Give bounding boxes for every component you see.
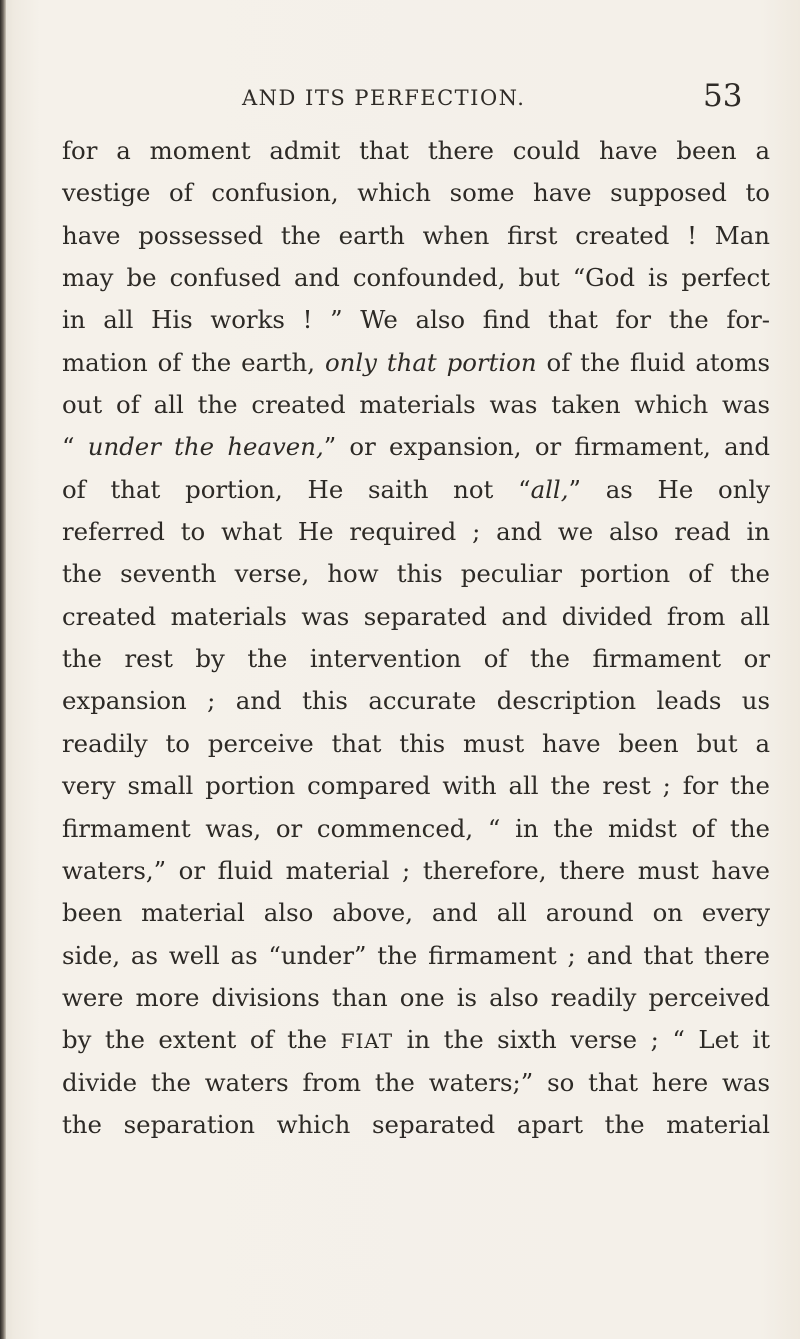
text-line [62,935,770,977]
text-line [62,257,770,299]
text-run: the separation which separated apart the material [62,1109,770,1139]
text-line [62,765,770,807]
text-run: by the extent of the [62,1025,341,1055]
text-run: the rest by the intervention of the firmament or [62,644,770,674]
text-line [62,384,770,426]
text-line [62,299,770,341]
text-line [62,638,770,680]
text-line [62,172,770,214]
text-line [62,680,770,722]
text-line [62,596,770,638]
text-run: in the sixth verse ; “ Let it [393,1025,770,1055]
small-caps-text-run: FIAT [340,1029,394,1054]
text-line [62,553,770,595]
italic-text-run: all, [530,474,569,504]
text-line [62,469,770,511]
text-line [62,215,770,257]
text-line [62,977,770,1019]
running-title: AND ITS PERFECTION. [242,86,526,110]
text-run: divide the waters from the waters;” so that here was [62,1067,770,1097]
text-line [62,808,770,850]
text-run: firmament was, or commenced, “ in the midst of the [62,813,770,843]
text-run: been material also above, and all around on every [62,898,770,928]
text-line [62,892,770,934]
text-run: mation of the earth, [62,347,325,377]
text-line [62,511,770,553]
text-line [62,723,770,765]
text-run: waters,” or fluid material ; therefore, there must have [62,855,770,885]
text-run: readily to perceive that this must have been but a [62,728,770,758]
text-run: have possessed the earth when first created ! Man [62,220,770,250]
text-line [62,1062,770,1104]
text-run: referred to what He required ; and we also read in [62,517,770,547]
italic-text-run: under the heaven, [87,432,324,462]
page-binding-edge [0,0,6,1339]
text-run: may be confused and confounded, but “God is perfect [62,263,770,293]
text-run: were more divisions than one is also readily perceived [62,982,770,1012]
text-line [62,850,770,892]
text-run: vestige of confusion, which some have supposed to [62,178,770,208]
text-run: ” as He only [568,474,770,504]
text-run: of that portion, He saith not “ [62,474,531,504]
text-run: of the fluid atoms [536,347,771,377]
text-line [62,1019,770,1061]
text-run: side, as well as “under” the firmament ; and that there [62,940,770,970]
page-number: 53 [703,78,743,114]
text-line [62,130,770,172]
text-line [62,342,770,384]
text-run: created materials was separated and divided from all [62,601,770,631]
italic-text-run: only that portion [324,347,537,377]
text-run: out of all the created materials was taken which was [62,390,770,420]
running-head [0,74,800,114]
text-line [62,1104,770,1146]
text-run: ” or expansion, or firmament, and [323,432,770,462]
text-line [62,426,770,468]
text-run: expansion ; and this accurate description leads us [62,686,770,716]
text-run: for a moment admit that there could have been a [62,136,770,165]
text-run: “ [62,432,88,462]
text-run: the seventh verse, how this peculiar portion of the [62,559,770,589]
text-run: very small portion compared with all the rest ; for the [62,771,770,801]
body-text [62,130,770,1146]
text-run: in all His works ! ” We also find that for the for- [62,305,770,335]
